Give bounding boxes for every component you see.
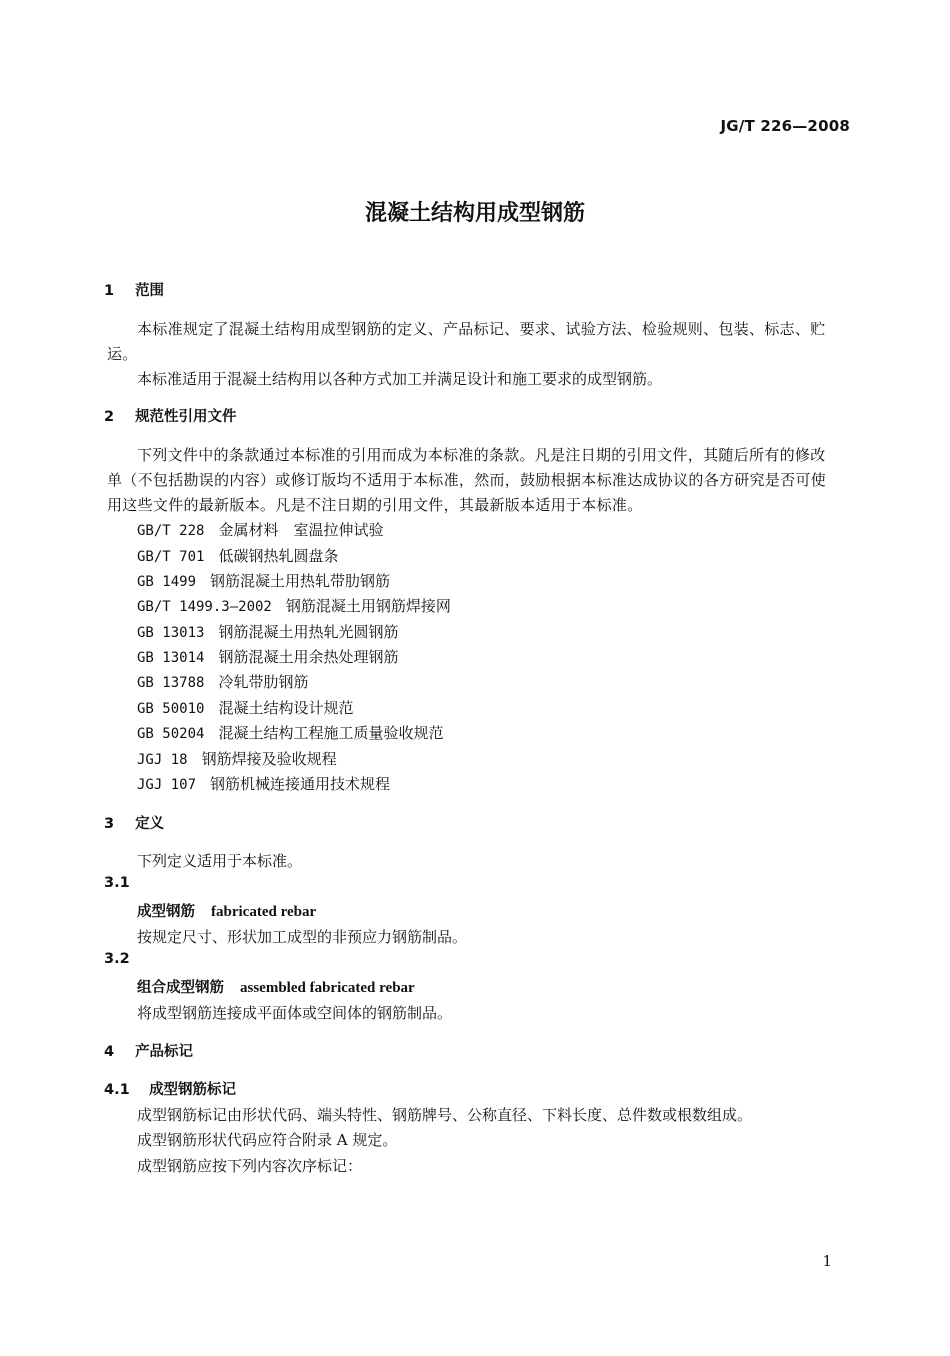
section-2-heading: [104, 405, 237, 426]
standard-code: JG/T 226—2008: [720, 117, 850, 135]
term-definition: 按规定尺寸、形状加工成型的非预应力钢筋制品。: [137, 928, 468, 946]
reference-code: JGJ 107: [137, 777, 197, 793]
reference-code: GB 50204: [137, 726, 205, 742]
reference-item: [137, 722, 443, 743]
reference-code: GB 13014: [137, 650, 205, 666]
reference-code: JGJ 18: [137, 752, 188, 768]
reference-item: [137, 570, 390, 591]
section-number: 2: [104, 409, 115, 425]
reference-title: 钢筋混凝土用热轧带肋钢筋: [210, 572, 391, 590]
section-number: 4: [104, 1044, 115, 1060]
scope-paragraph-1: 本标准规定了混凝土结构用成型钢筋的定义、产品标记、要求、试验方法、检验规则、包装、标志、贮运。: [107, 320, 826, 363]
section-title: 产品标记: [135, 1044, 194, 1060]
subsection-4-1-heading: [104, 1078, 236, 1099]
term-chinese: 组合成型钢筋: [137, 979, 224, 996]
section-number: 1: [104, 283, 115, 299]
reference-title: 钢筋混凝土用热轧光圆钢筋: [218, 623, 399, 641]
reference-code: GB 13788: [137, 675, 205, 691]
reference-title: 混凝土结构设计规范: [218, 699, 354, 717]
reference-title: 金属材料 室温拉伸试验: [218, 521, 384, 539]
reference-code: GB 1499: [137, 574, 197, 590]
reference-item: [137, 748, 337, 769]
reference-item: [137, 671, 308, 692]
reference-code: GB 13013: [137, 625, 205, 641]
reference-code: GB/T 228: [137, 523, 205, 539]
reference-item: [137, 646, 398, 667]
reference-title: 钢筋混凝土用钢筋焊接网: [285, 597, 451, 615]
reference-code: GB 50010: [137, 701, 205, 717]
definitions-intro: 下列定义适用于本标准。: [137, 852, 303, 870]
reference-item: [137, 545, 338, 566]
section-1-heading: [104, 279, 164, 300]
reference-title: 钢筋混凝土用余热处理钢筋: [218, 648, 399, 666]
subsection-title: 成型钢筋标记: [149, 1082, 237, 1098]
marking-line-2: 成型钢筋形状代码应符合附录 A 规定。: [137, 1131, 398, 1149]
section-title: 规范性引用文件: [135, 409, 237, 425]
reference-title: 混凝土结构工程施工质量验收规范: [218, 724, 444, 742]
reference-item: [137, 697, 353, 718]
scope-paragraph-2: 本标准适用于混凝土结构用以各种方式加工并满足设计和施工要求的成型钢筋。: [137, 370, 663, 388]
term-heading: [137, 900, 316, 921]
marking-line-1: 成型钢筋标记由形状代码、端头特性、钢筋牌号、公称直径、下料长度、总件数或根数组成。: [137, 1106, 753, 1124]
page-number: 1: [822, 1252, 832, 1270]
term-english: assembled fabricated rebar: [240, 980, 415, 996]
term-chinese: 成型钢筋: [137, 903, 195, 920]
reference-title: 低碳钢热轧圆盘条: [218, 547, 339, 565]
reference-title: 钢筋机械连接通用技术规程: [210, 775, 391, 793]
reference-title: 钢筋焊接及验收规程: [201, 750, 337, 768]
marking-line-3: 成型钢筋应按下列内容次序标记：: [137, 1157, 363, 1175]
section-4-heading: [104, 1040, 193, 1061]
subsection-number: 4.1: [104, 1082, 130, 1098]
section-number: 3: [104, 816, 115, 832]
reference-item: [137, 621, 398, 642]
clause-number: 3.2: [104, 951, 130, 967]
reference-code: GB/T 701: [137, 549, 205, 565]
reference-title: 冷轧带肋钢筋: [218, 673, 309, 691]
section-title: 范围: [135, 283, 165, 299]
normative-references-paragraph: 下列文件中的条款通过本标准的引用而成为本标准的条款。凡是注日期的引用文件，其随后所有的修改单（不包括勘误的内容）或修订版均不适用于本标准，然而，鼓励根据本标准达成协议的各方研究是否可使用这些文件的最新版本。凡是不注日期的引用文件，其最新版本适用于本标准。: [107, 446, 827, 514]
term-heading: [137, 976, 415, 997]
section-3-heading: [104, 812, 164, 833]
section-title: 定义: [135, 816, 165, 832]
clause-number: 3.1: [104, 875, 130, 891]
reference-item: [137, 519, 383, 540]
reference-item: [137, 595, 451, 616]
reference-code: GB/T 1499.3—2002: [137, 599, 272, 615]
reference-item: [137, 773, 390, 794]
document-title: 混凝土结构用成型钢筋: [364, 201, 585, 226]
term-definition: 将成型钢筋连接成平面体或空间体的钢筋制品。: [137, 1004, 453, 1022]
term-english: fabricated rebar: [211, 904, 317, 920]
